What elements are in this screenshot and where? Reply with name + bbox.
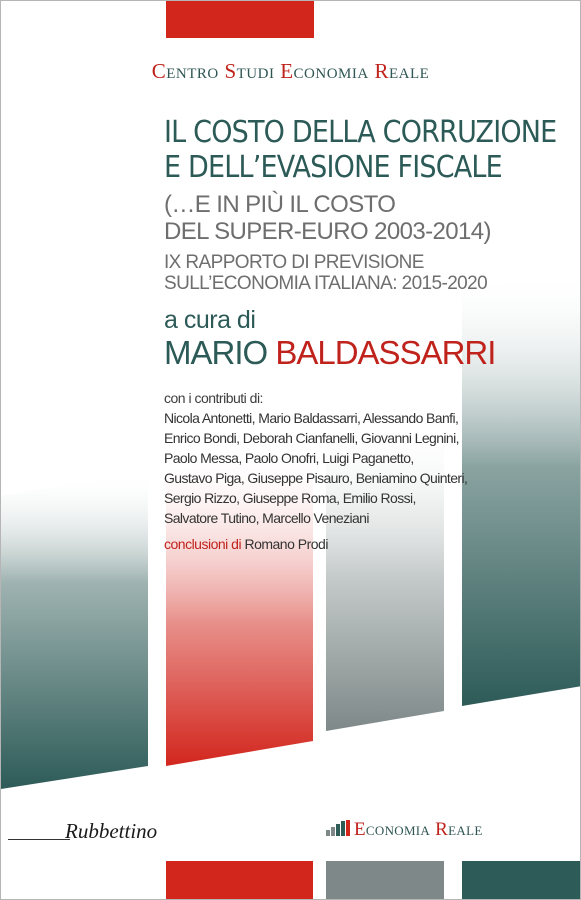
initial-letter: C bbox=[151, 59, 167, 83]
initial-letter: R bbox=[374, 59, 389, 83]
initial-letter: R bbox=[435, 819, 449, 840]
contributors-line: Gustavo Piga, Giuseppe Pisauro, Beniamino Quinteri, bbox=[164, 470, 468, 486]
contributors-list bbox=[164, 408, 564, 528]
contributors-label: con i contributi di: bbox=[164, 390, 263, 406]
conclusions-author: Romano Prodi bbox=[244, 536, 328, 552]
word-rest: eale bbox=[448, 819, 483, 840]
conclusions bbox=[164, 534, 564, 554]
title-line-1: IL COSTO DELLA CORRUZIONE bbox=[164, 115, 557, 150]
contributors-line: Enrico Bondi, Deborah Cianfanelli, Giovanni Legnini, bbox=[164, 430, 459, 446]
initial-letter: E bbox=[354, 819, 366, 840]
publisher-center-name bbox=[1, 59, 580, 84]
bottom-red-bar bbox=[166, 861, 313, 900]
bottom-grey-bar bbox=[326, 861, 444, 900]
cover-text bbox=[164, 115, 564, 554]
series-text bbox=[354, 819, 483, 840]
contributors-line: Paolo Messa, Paolo Onofri, Luigi Paganetto, bbox=[164, 450, 414, 466]
contributors-line: Sergio Rizzo, Giuseppe Roma, Emilio Rossi, bbox=[164, 490, 416, 506]
editor-first-name: MARIO bbox=[164, 334, 268, 371]
publisher-rule bbox=[8, 839, 70, 840]
report-line-2: SULL’ECONOMIA ITALIANA: 2015-2020 bbox=[164, 273, 488, 294]
word-rest: conomia bbox=[365, 819, 436, 840]
initial-letter: E bbox=[280, 59, 294, 83]
editor-label: a cura di bbox=[164, 306, 256, 334]
word-rest: tudi bbox=[236, 59, 281, 83]
report-line-1: IX RAPPORTO DI PREVISIONE bbox=[164, 252, 424, 273]
bg-band-left bbox=[1, 471, 148, 789]
initial-letter: S bbox=[224, 59, 237, 83]
publisher-name: Rubbettino bbox=[65, 819, 158, 843]
word-rest: conomia bbox=[293, 59, 375, 83]
contributors-line: Nicola Antonetti, Mario Baldassarri, Alessando Banfi, bbox=[164, 410, 459, 426]
title-line-2: E DELL’EVASIONE FISCALE bbox=[164, 150, 502, 185]
conclusions-label: conclusioni di bbox=[164, 536, 242, 552]
subtitle-line-1: (…E IN PIÙ IL COSTO bbox=[164, 191, 396, 218]
subtitle-line-2: DEL SUPER-EURO 2003-2014) bbox=[164, 218, 491, 245]
report-title bbox=[164, 252, 564, 294]
word-rest: entro bbox=[166, 59, 225, 83]
series-name bbox=[326, 819, 483, 841]
word-rest: eale bbox=[388, 59, 430, 83]
contributors-line: Salvatore Tutino, Marcello Veneziani bbox=[164, 510, 369, 526]
book-title bbox=[164, 115, 564, 185]
bar-chart-logo-icon bbox=[326, 820, 350, 836]
editor-last-name: BALDASSARRI bbox=[275, 334, 496, 371]
editor-name bbox=[164, 334, 564, 372]
bottom-teal-bar bbox=[462, 861, 581, 900]
book-subtitle bbox=[164, 191, 564, 245]
